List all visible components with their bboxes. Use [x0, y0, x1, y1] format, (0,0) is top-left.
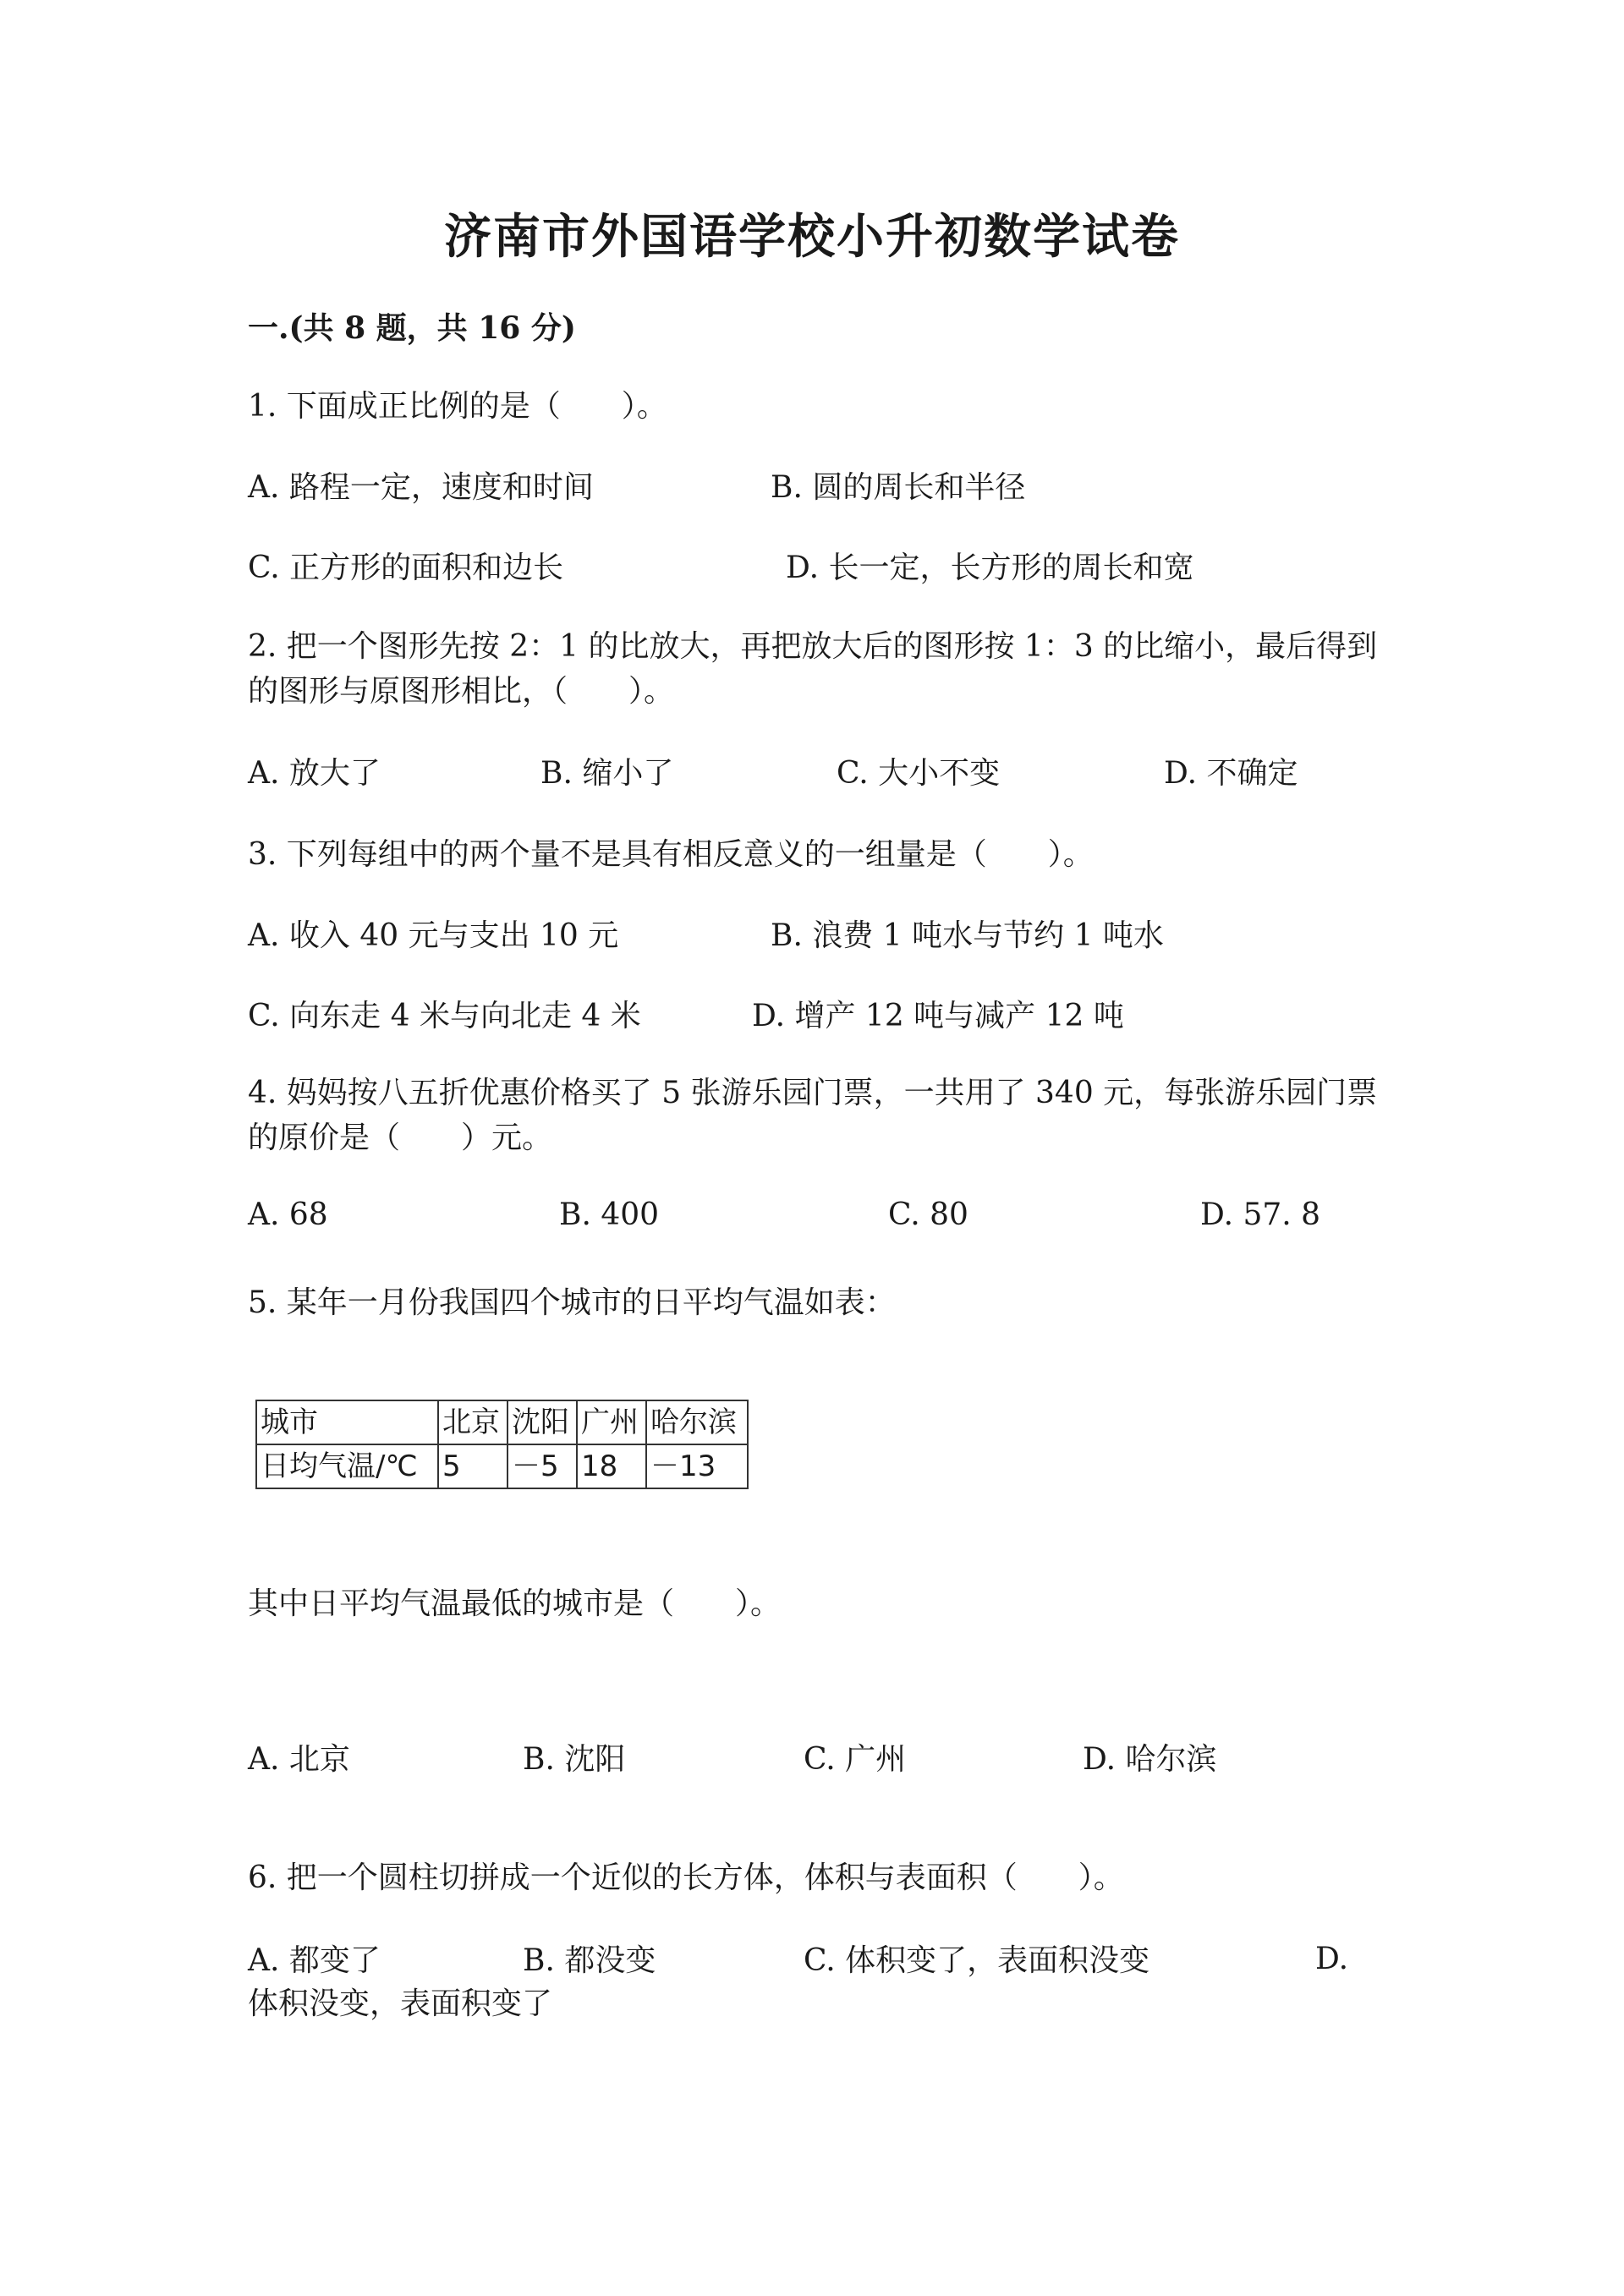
question-2-option-d[interactable]: D. 不确定: [1164, 756, 1298, 791]
table-cell: 18: [577, 1444, 646, 1488]
question-6-option-b[interactable]: B. 都没变: [523, 1943, 656, 1978]
question-4-option-b[interactable]: B. 400: [559, 1197, 660, 1232]
question-3-option-a[interactable]: A. 收入 40 元与支出 10 元: [248, 918, 619, 953]
table-cell: 5: [438, 1444, 508, 1488]
question-1-option-a[interactable]: A. 路程一定，速度和时间: [248, 470, 594, 505]
question-5-option-a[interactable]: A. 北京: [248, 1742, 350, 1777]
question-4-option-c[interactable]: C. 80: [888, 1197, 968, 1232]
question-1-option-b[interactable]: B. 圆的周长和半径: [771, 470, 1026, 505]
table-row: [256, 1444, 748, 1488]
question-5-subquestion: 其中日平均气温最低的城市是（ ）。: [248, 1586, 782, 1621]
question-6-option-c[interactable]: C. 体积变了，表面积没变: [804, 1943, 1150, 1978]
table-cell: 北京: [438, 1400, 508, 1444]
table-cell: 日均气温/℃: [256, 1444, 438, 1488]
question-5-option-d[interactable]: D. 哈尔滨: [1083, 1742, 1217, 1777]
table-cell: －13: [646, 1444, 748, 1488]
table-cell: 广州: [577, 1400, 646, 1444]
question-6-stem: 6. 把一个圆柱切拼成一个近似的长方体，体积与表面积（ ）。: [248, 1860, 1124, 1895]
question-1-option-c[interactable]: C. 正方形的面积和边长: [248, 551, 564, 585]
question-3-option-d[interactable]: D. 增产 12 吨与减产 12 吨: [752, 999, 1124, 1033]
section-heading: 一.(共 8 题，共 16 分): [248, 310, 576, 346]
question-1-stem: 1. 下面成正比例的是（ ）。: [248, 389, 667, 424]
table-cell: －5: [508, 1444, 577, 1488]
table-cell: 沈阳: [508, 1400, 577, 1444]
question-4-option-a[interactable]: A. 68: [248, 1197, 328, 1232]
question-1-option-d[interactable]: D. 长一定，长方形的周长和宽: [786, 551, 1194, 585]
question-4-stem: 4. 妈妈按八五折优惠价格买了 5 张游乐园门票，一共用了 340 元，每张游乐园门票的原价是（ ）元。: [248, 1076, 1378, 1155]
page-title: 济南市外国语学校小升初数学试卷: [444, 209, 1180, 265]
question-6-option-d[interactable]: D. 体积没变，表面积变了: [248, 1942, 1349, 2021]
temperature-table: [255, 1400, 749, 1489]
question-4-option-d[interactable]: D. 57. 8: [1200, 1197, 1321, 1232]
question-5-stem: 5. 某年一月份我国四个城市的日平均气温如表：: [248, 1285, 896, 1320]
question-6-option-a[interactable]: A. 都变了: [248, 1943, 381, 1978]
question-5-option-b[interactable]: B. 沈阳: [523, 1742, 626, 1777]
question-5-option-c[interactable]: C. 广州: [804, 1742, 907, 1777]
question-2-option-b[interactable]: B. 缩小了: [540, 756, 674, 791]
question-3-option-b[interactable]: B. 浪费 1 吨水与节约 1 吨水: [771, 918, 1164, 953]
question-2-option-c[interactable]: C. 大小不变: [837, 756, 1001, 791]
question-2-option-a[interactable]: A. 放大了: [248, 756, 381, 791]
table-cell: 哈尔滨: [646, 1400, 748, 1444]
table-header-row: [256, 1400, 748, 1444]
question-3-option-c[interactable]: C. 向东走 4 米与向北走 4 米: [248, 999, 641, 1033]
table-cell: 城市: [256, 1400, 438, 1444]
question-3-stem: 3. 下列每组中的两个量不是具有相反意义的一组量是（ ）。: [248, 837, 1094, 872]
question-2-stem: 2. 把一个图形先按 2：1 的比放大，再把放大后的图形按 1：3 的比缩小，最后得到的图形与原图形相比，（ ）。: [248, 629, 1378, 709]
